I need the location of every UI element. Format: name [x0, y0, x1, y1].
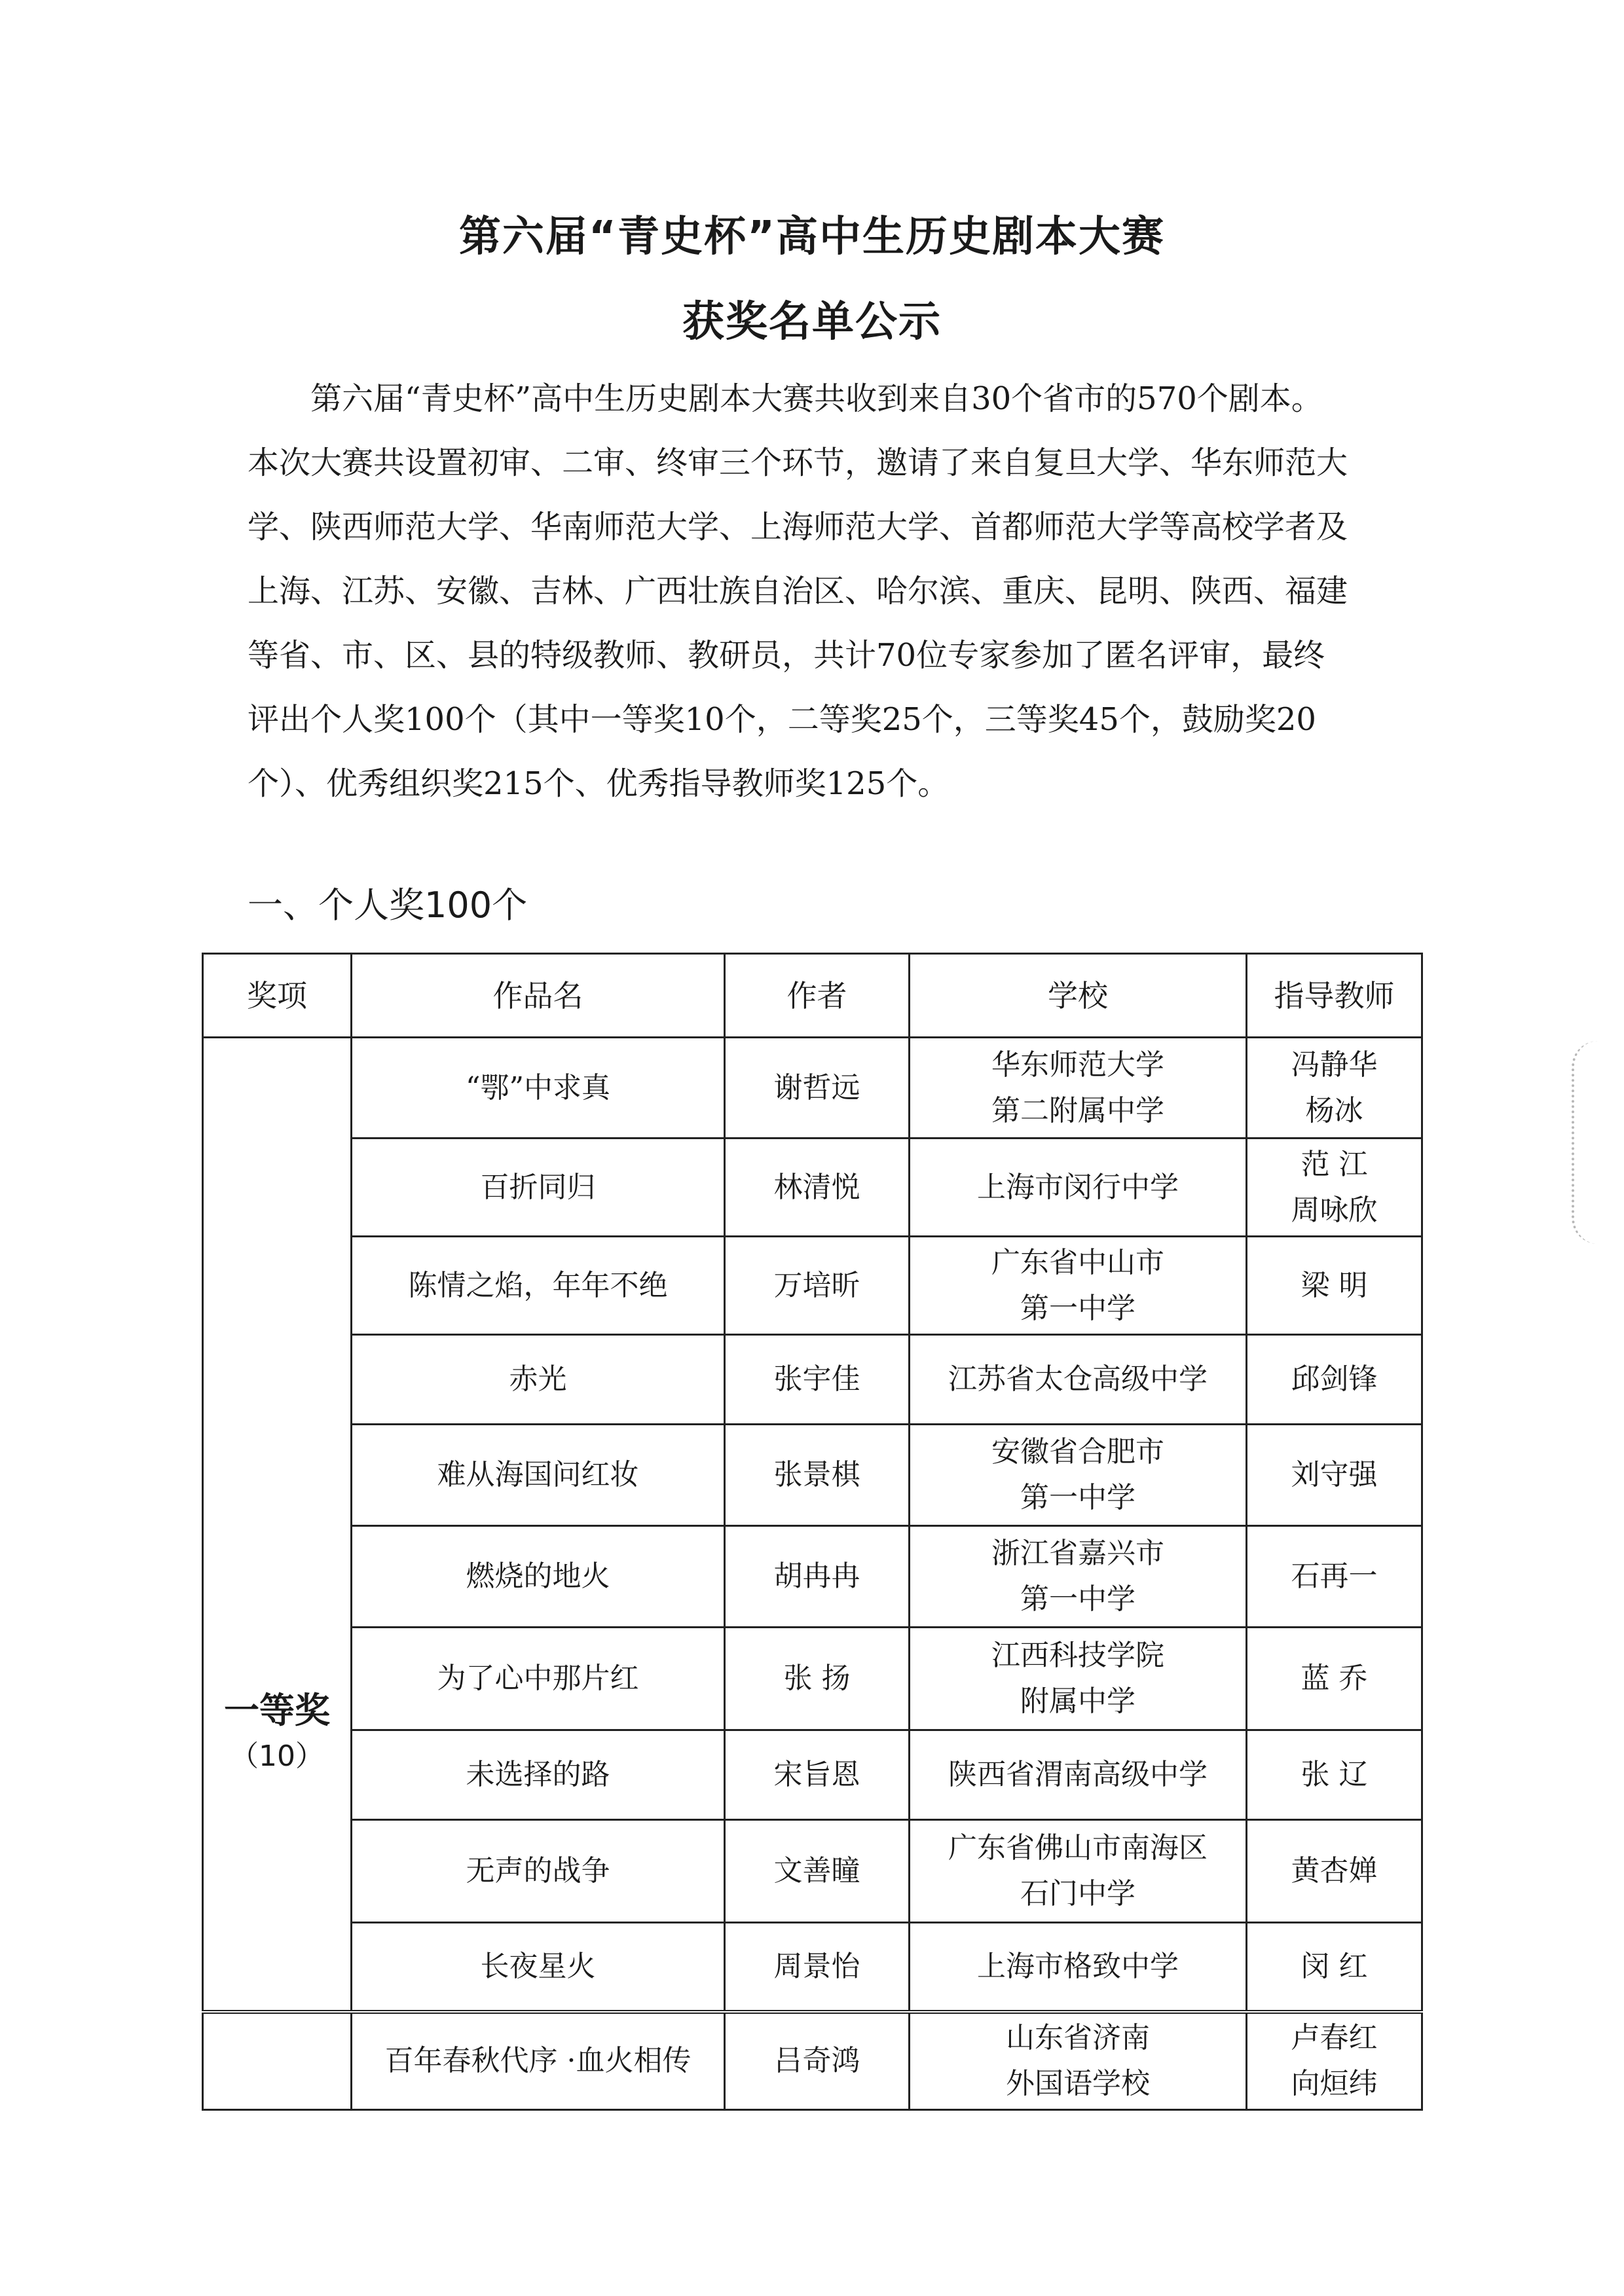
teacher-cell-line: 卢春红 [1291, 2021, 1378, 2055]
author-cell-line: 周景怡 [773, 1949, 860, 1983]
table-row [203, 1335, 1422, 1425]
author-cell-line: 胡冉冉 [773, 1559, 860, 1593]
teacher-cell-line: 梁 明 [1301, 1268, 1368, 1302]
header-school: 学校 [910, 954, 1247, 1038]
school-cell [910, 1237, 1247, 1335]
school-cell-line: 华东师范大学 [991, 1048, 1164, 1082]
table-row [203, 2012, 1422, 2110]
teacher-cell [1247, 1139, 1422, 1237]
teacher-cell-line: 邱剑锋 [1291, 1362, 1378, 1396]
author-cell [725, 1526, 910, 1628]
teacher-cell-line: 闵 红 [1301, 1949, 1368, 1983]
author-cell [725, 1730, 910, 1820]
teacher-cell-line: 范 江 [1301, 1147, 1368, 1181]
teacher-cell-line: 张 辽 [1301, 1758, 1368, 1791]
work-cell-line: 难从海国问红妆 [437, 1458, 639, 1491]
teacher-cell [1247, 1335, 1422, 1425]
school-cell [910, 1335, 1247, 1425]
teacher-cell [1247, 1038, 1422, 1139]
award-category-name: 一等奖 [224, 1689, 330, 1731]
work-cell [352, 1237, 725, 1335]
author-cell-line: 谢哲远 [773, 1070, 860, 1104]
intro-line: 本次大赛共设置初审、二审、终审三个环节，邀请了来自复旦大学、华东师范大 [248, 445, 1348, 481]
school-cell-line: 附属中学 [1020, 1685, 1135, 1718]
author-cell-line: 林清悦 [773, 1170, 860, 1204]
teacher-cell-line: 刘守强 [1291, 1458, 1378, 1491]
teacher-cell-line: 杨冰 [1305, 1093, 1363, 1127]
table-row [203, 1628, 1422, 1730]
school-cell-line: 江西科技学院 [991, 1639, 1164, 1672]
table-row [203, 1237, 1422, 1335]
school-cell [910, 1820, 1247, 1923]
table-row [203, 1425, 1422, 1526]
section-heading: 一、个人奖100个 [248, 884, 528, 926]
teacher-cell [1247, 2012, 1422, 2110]
school-cell [910, 1923, 1247, 2012]
teacher-cell-line: 周咏欣 [1291, 1193, 1378, 1227]
teacher-cell [1247, 1237, 1422, 1335]
school-cell-line: 石门中学 [1020, 1877, 1135, 1910]
teacher-cell [1247, 1730, 1422, 1820]
school-cell-line: 上海市闵行中学 [977, 1170, 1179, 1204]
teacher-cell [1247, 1628, 1422, 1730]
school-cell [910, 2012, 1247, 2110]
intro-paragraph [248, 367, 1387, 816]
author-cell-line: 张 扬 [783, 1662, 851, 1695]
author-cell-line: 张景棋 [773, 1458, 860, 1491]
awards-table [202, 953, 1423, 2111]
author-cell [725, 1425, 910, 1526]
author-cell-line: 文善瞳 [773, 1854, 860, 1887]
work-cell [352, 1730, 725, 1820]
teacher-cell [1247, 1425, 1422, 1526]
work-cell-line: 赤光 [509, 1362, 567, 1396]
author-cell [725, 2012, 910, 2110]
teacher-cell-line: 向烜纬 [1291, 2067, 1378, 2101]
school-cell-line: 第一中学 [1020, 1582, 1135, 1616]
document-title: 第六届“青史杯”高中生历史剧本大赛 [458, 213, 1166, 261]
table-row [203, 1526, 1422, 1628]
school-cell-line: 广东省中山市 [991, 1245, 1164, 1279]
work-cell-line: 陈情之焰，年年不绝 [408, 1268, 668, 1302]
school-cell [910, 1139, 1247, 1237]
intro-line: 等省、市、区、县的特级教师、教研员，共计70位专家参加了匿名评审，最终 [248, 637, 1325, 674]
school-cell-line: 上海市格致中学 [977, 1949, 1179, 1983]
school-cell [910, 1730, 1247, 1820]
author-cell-line: 吕奇鸿 [773, 2044, 860, 2078]
table-row [203, 1139, 1422, 1237]
work-cell-line: 燃烧的地火 [466, 1559, 610, 1593]
teacher-cell [1247, 1526, 1422, 1628]
teacher-cell-line: 石再一 [1291, 1559, 1378, 1593]
author-cell-line: 万培昕 [773, 1268, 860, 1302]
school-cell [910, 1628, 1247, 1730]
school-cell [910, 1038, 1247, 1139]
work-cell [352, 1820, 725, 1923]
work-cell [352, 1628, 725, 1730]
intro-line: 学、陕西师范大学、华南师范大学、上海师范大学、首都师范大学等高校学者及 [248, 509, 1348, 545]
table-row [203, 1038, 1422, 1139]
teacher-cell-line: 蓝 乔 [1301, 1662, 1368, 1695]
author-cell [725, 1923, 910, 2012]
award-category-cell [203, 2012, 352, 2110]
award-category-cell [203, 1038, 352, 2012]
school-cell-line: 浙江省嘉兴市 [991, 1537, 1164, 1570]
work-cell [352, 1335, 725, 1425]
author-cell [725, 1038, 910, 1139]
school-cell-line: 第一中学 [1020, 1291, 1135, 1325]
teacher-cell-line: 黄杏婵 [1291, 1854, 1378, 1887]
header-author: 作者 [725, 954, 910, 1038]
work-cell [352, 1139, 725, 1237]
intro-line: 第六届“青史杯”高中生历史剧本大赛共收到来自30个省市的570个剧本。 [310, 380, 1323, 417]
work-cell-line: “鄂”中求真 [466, 1070, 610, 1104]
author-cell-line: 宋旨恩 [773, 1758, 860, 1791]
work-cell [352, 1425, 725, 1526]
work-cell-line: 无声的战争 [466, 1854, 610, 1887]
intro-line: 个）、优秀组织奖215个、优秀指导教师奖125个。 [248, 765, 950, 802]
author-cell [725, 1628, 910, 1730]
work-cell-line: 百折同归 [480, 1170, 596, 1204]
school-cell-line: 第二附属中学 [991, 1093, 1164, 1127]
author-cell [725, 1139, 910, 1237]
school-cell-line: 江苏省太仓高级中学 [948, 1362, 1208, 1396]
author-cell-line: 张宇佳 [773, 1362, 860, 1396]
work-cell-line: 长夜星火 [480, 1949, 596, 1983]
intro-line: 上海、江苏、安徽、吉林、广西壮族自治区、哈尔滨、重庆、昆明、陕西、福建 [248, 573, 1348, 610]
document-subtitle: 获奖名单公示 [682, 298, 942, 346]
teacher-cell [1247, 1820, 1422, 1923]
work-cell [352, 1038, 725, 1139]
work-cell-line: 为了心中那片红 [437, 1662, 639, 1695]
work-cell [352, 1923, 725, 2012]
school-cell-line: 广东省佛山市南海区 [948, 1831, 1208, 1865]
author-cell [725, 1820, 910, 1923]
teacher-cell-line: 冯静华 [1291, 1048, 1378, 1082]
header-work: 作品名 [352, 954, 725, 1038]
table-row [203, 1730, 1422, 1820]
school-cell [910, 1526, 1247, 1628]
school-cell-line: 山东省济南 [1006, 2021, 1150, 2055]
school-cell-line: 第一中学 [1020, 1481, 1135, 1514]
header-award: 奖项 [203, 954, 352, 1038]
work-cell-line: 百年春秋代序 ·血火相传 [384, 2044, 692, 2078]
work-cell [352, 2012, 725, 2110]
author-cell [725, 1237, 910, 1335]
school-cell [910, 1425, 1247, 1526]
school-cell-line: 陕西省渭南高级中学 [948, 1758, 1208, 1791]
award-category-count: （10） [230, 1739, 324, 1773]
teacher-cell [1247, 1923, 1422, 2012]
intro-line: 评出个人奖100个（其中一等奖10个，二等奖25个，三等奖45个，鼓励奖20 [248, 701, 1316, 738]
table-header-row [203, 954, 1422, 1038]
header-teacher: 指导教师 [1247, 954, 1422, 1038]
school-cell-line: 外国语学校 [1006, 2067, 1150, 2101]
work-cell [352, 1526, 725, 1628]
school-cell-line: 安徽省合肥市 [991, 1435, 1164, 1468]
seal-stamp-edge [1572, 1041, 1620, 1244]
work-cell-line: 未选择的路 [466, 1758, 610, 1791]
table-row [203, 1923, 1422, 2012]
table-row [203, 1820, 1422, 1923]
author-cell [725, 1335, 910, 1425]
